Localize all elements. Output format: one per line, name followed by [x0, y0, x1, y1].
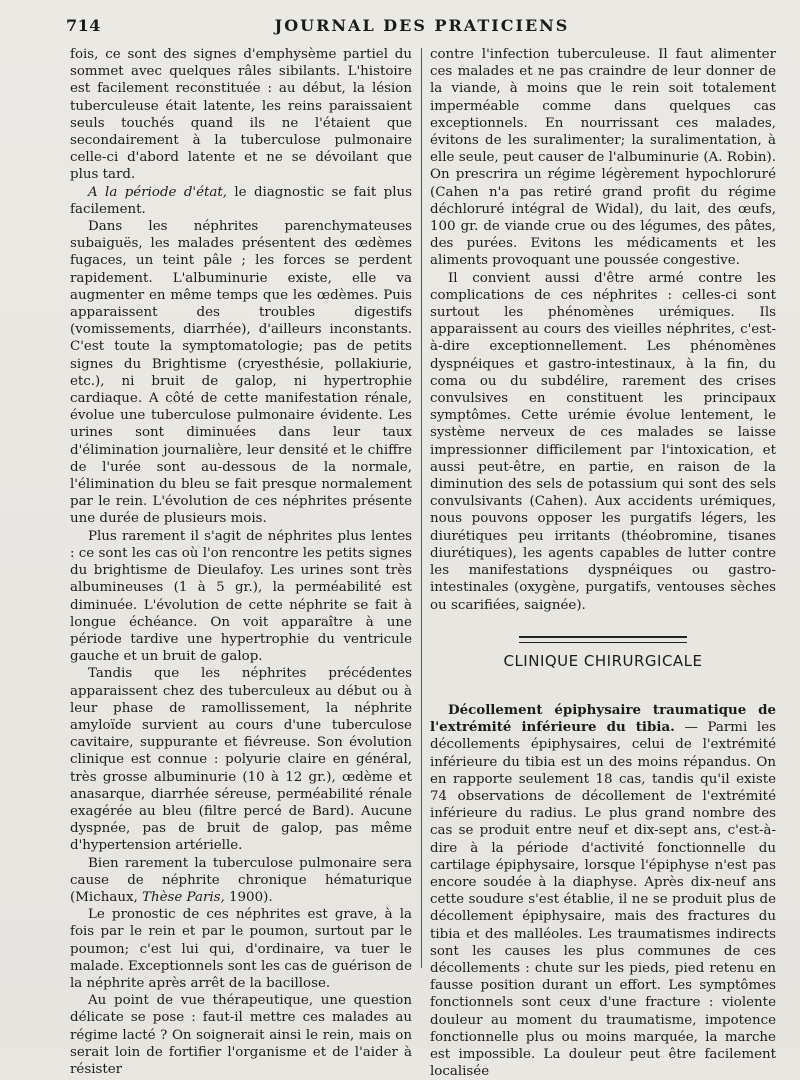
paragraph: Il convient aussi d'être armé contre les complications de ces néphrites : celles-ci sont surtout les phénomènes urémiques. Ils apparaissent au cours des vieilles néphrites, c'est-à-dire exceptionnellement. Les phénomènes dyspnéiques et gastro-intestinaux, à la fin, du coma ou du subdélire, rarement des crises convulsives en constituent les principaux symptômes. Cette urémie évolue lentement, le système nerveux de ces malades se laisse impressionner difficilement par l'intoxication, et aussi peut-être, en partie, en raison de la diminution des sels de potassium qui sont des sels convulsivants (Cahen). Aux accidents urémiques, nous pouvons opposer les purgatifs légers, les diurétiques peu irritants (théobromine, tisanes diurétiques), les agents capables de lutter contre les manifestations dyspnéiques ou gastro-intestinales (oxygène, purgatifs, ventouses sèches ou scarifiées, saignée). [430, 270, 776, 613]
article-title: Décollement épiphysaire traumatique de l'extrémité inférieure du tibia. [430, 701, 776, 736]
paragraph-text: 1900). [224, 889, 273, 905]
article-paragraph [430, 702, 776, 1080]
paragraph [70, 855, 412, 907]
paragraph: Plus rarement il s'agit de néphrites plus lentes : ce sont les cas où l'on rencontre les petits signes du brightisme de Dieulafoy. Les urines sont très albumineuses (1 à 5 gr.), la perméabilité est diminuée. L'évolution de cette néphrite se fait à longue échéance. On voit apparaître à une période tardive une hypertrophie du ventricule gauche et un bruit de galop. [70, 528, 412, 665]
right-column [430, 46, 776, 1080]
italic-lead: A la période d'état, [88, 184, 227, 200]
paragraph: Dans les néphrites parenchymateuses subaiguës, les malades présentent des œdèmes fugaces, un teint pâle ; les forces se perdent rapidement. L'albuminurie existe, elle va augmenter en même temps que les œdèmes. Puis apparaissent des troubles digestifs (vomissements, diarrhée), d'ailleurs inconstants. C'est toute la symptomatologie; pas de petits signes du Brightisme (cryesthésie, pollakiurie, etc.), ni bruit de galop, ni hypertrophie cardiaque. A côté de cette manifestation rénale, évolue une tuberculose pulmonaire évidente. Les urines sont diminuées dans leur taux d'élimination journalière, leur densité et le chiffre de l'urée sont au-dessous de la normale, l'élimination du bleu se fait presque normalement par le rein. L'évolution de ces néphrites présente une durée de plusieurs mois. [70, 219, 412, 527]
paragraph: Au point de vue thérapeutique, une question délicate se pose : faut-il mettre ces malades au régime lacté ? On soignerait ainsi le rein, mais on serait loin de fortifier l'organisme et de l'aider à résister [70, 993, 412, 1077]
section-title: CLINIQUE CHIRURGICALE [503, 651, 703, 670]
paragraph: fois, ce sont des signes d'emphysème partiel du sommet avec quelques râles sibilants. L'histoire est facilement reconstituée : au début, la lésion tuberculeuse était latente, les reins paraissaient seuls touchés quand ils ne l'étaient que secondairement à la tuberculose pulmonaire celle-ci d'abord latente et ne se dévoilant que plus tard. [70, 47, 412, 183]
column-divider [421, 48, 422, 968]
paragraph: contre l'infection tuberculeuse. Il faut alimenter ces malades et ne pas craindre de leur donner de la viande, à moins que le rein soit totalement imperméable comme dans quelques cas exceptionnels. En nourrissant ces malades, évitons de les suralimenter; la suralimentation, à elle seule, peut causer de l'albuminurie (A. Robin). On prescrira un régime légèrement hypochloruré (Cahen n'a pas retiré grand profit du régime déchloruré intégral de Widal), du lait, des œufs, 100 gr. de viande crue ou des légumes, des pâtes, des purées. Evitons les médicaments et les aliments provoquant une poussée congestive. [430, 47, 776, 269]
paragraph-text: le diagnostic se fait plus facilement. [70, 184, 412, 217]
article-body: — Parmi les décollements épiphysaires, celui de l'extrémité inférieure du tibia est un des moins répandus. On en rapporte seulement 18 cas, tandis qu'il existe 74 observations de décollement de l'extrémité inférieure du radius. Le plus grand nombre des cas se produit entre neuf et dix-sept ans, c'est-à-dire à la période d'activité fonctionnelle du cartilage épiphysaire, lorsque l'épiphyse n'est pas encore soudée à la diaphyse. Après dix-neuf ans cette soudure s'est établie, il ne se produit plus de décollement épiphysaire, mais des fractures du tibia et des malléoles. Les traumatismes indirects sont les causes les plus communes de ces décollements : chute sur les pieds, pied retenu en fausse position durant un effort. Les symptômes fonctionnels sont ceux d'une fracture : violente douleur au moment du traumatisme, impotence fonctionnelle plus ou moins marquée, la marche est impossible. La douleur peut être facilement localisée [430, 720, 776, 1080]
section-rule [519, 636, 687, 643]
journal-title: JOURNAL DES PRATICIENS [274, 16, 570, 35]
paragraph: Le pronostic de ces néphrites est grave, à la fois par le rein et par le poumon, surtout par le poumon; c'est lui qui, d'ordinaire, va tuer le malade. Exceptionnels sont les cas de guérison de la néphrite après arrêt de la bacillose. [70, 907, 412, 991]
paragraph-text: Bien rarement la tuberculose pulmonaire sera cause de néphrite chronique hématurique (Michaux, [70, 855, 412, 905]
paragraph [70, 184, 412, 218]
citation-italic: Thèse Paris, [142, 889, 225, 905]
page-number: 714 [66, 16, 101, 35]
page-header [66, 10, 778, 36]
paragraph: Tandis que les néphrites précédentes apparaissent chez des tuberculeux au début ou à leur phase de ramollissement, la néphrite amyloïde survient au cours d'une tuberculose cavitaire, suppurante et fiévreuse. Son évolution clinique est connue : polyurie claire en général, très grosse albuminurie (10 à 12 gr.), œdème et anasarque, diarrhée séreuse, perméabilité rénale exagérée au bleu (filtre percé de Bard). Aucune dyspnée, pas de bruit de galop, pas même d'hypertension artérielle. [70, 666, 412, 854]
left-column [70, 46, 412, 1078]
